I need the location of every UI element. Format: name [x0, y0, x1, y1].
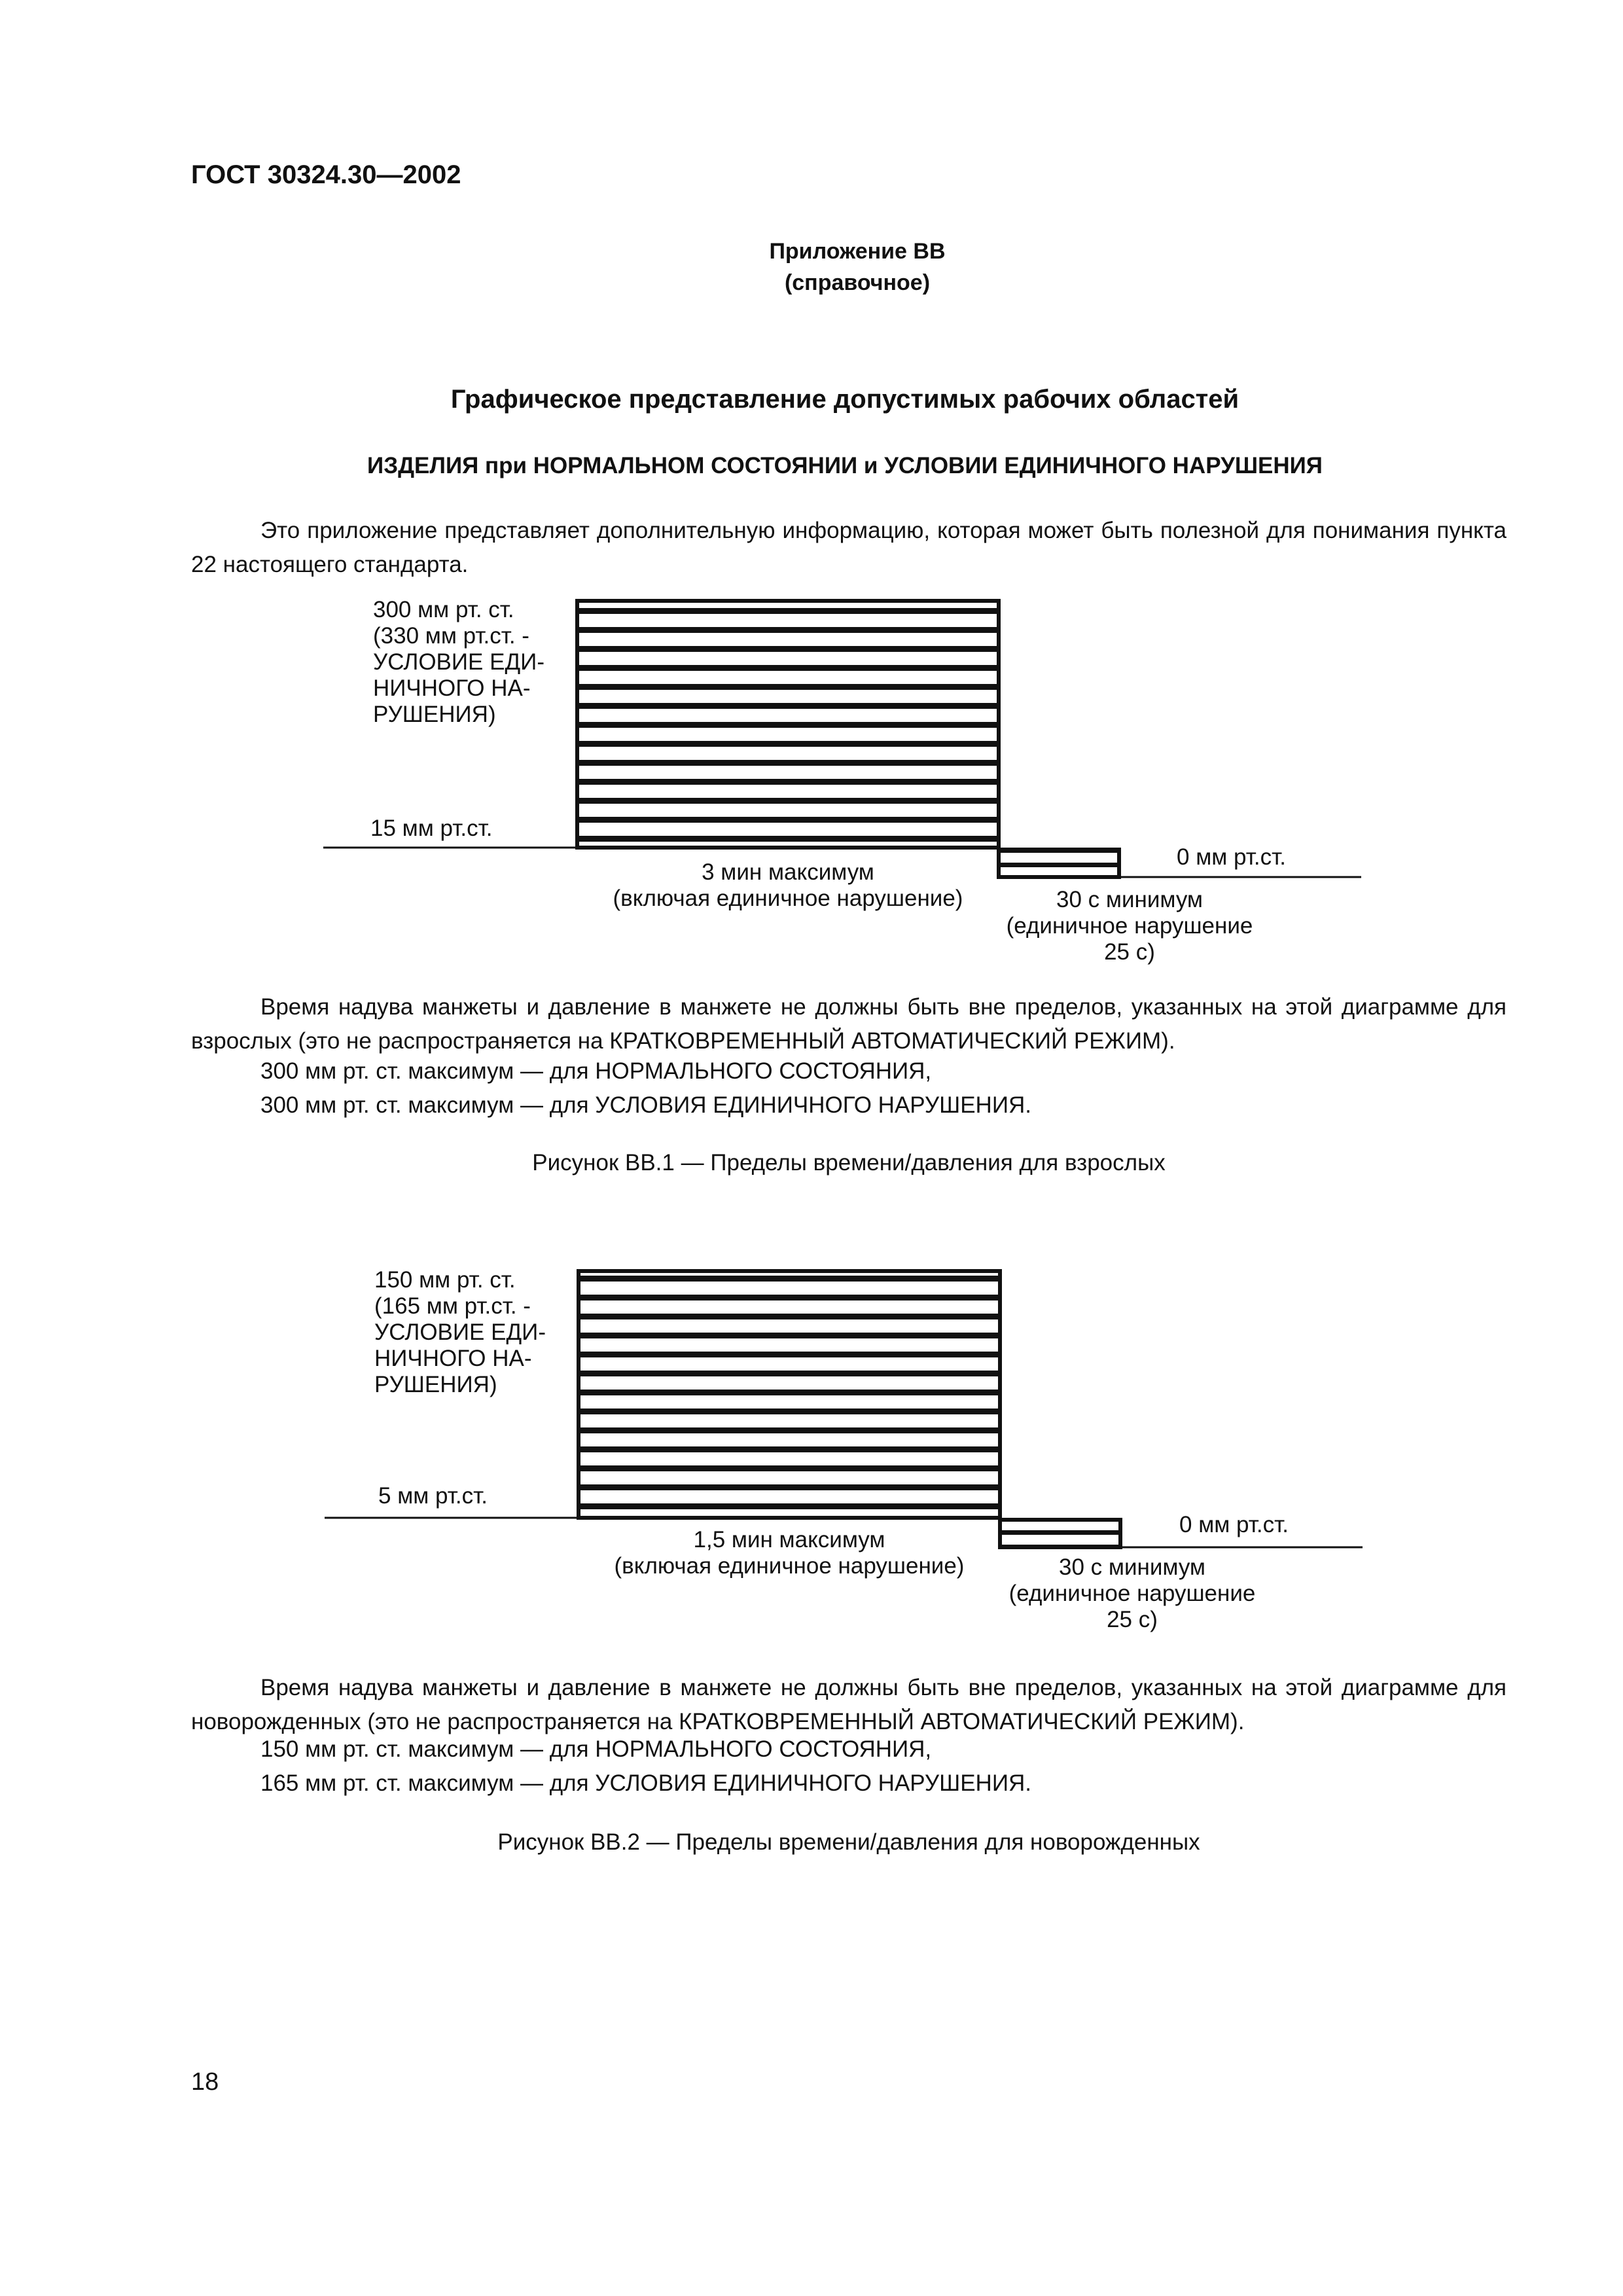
- page-number: 18: [191, 2068, 219, 2096]
- main-pressure-block: [579, 1271, 1000, 1518]
- appendix-label: Приложение ВВ: [769, 239, 946, 264]
- intro-text: Это приложение представляет дополнительную информацию, которая может быть полезной для понимания пункта 22 настоящего стандарта.: [191, 518, 1507, 577]
- intro-paragraph: [191, 514, 1507, 582]
- low-pressure-block: [999, 850, 1119, 877]
- fig2-line-fault: 165 мм рт. ст. максимум — для УСЛОВИЯ ЕДИНИЧНОГО НАРУШЕНИЯ.: [260, 1770, 1031, 1796]
- fig2-upper-label: 150 мм рт. ст. (165 мм рт.ст. - УСЛОВИЕ ЕДИ- НИЧНОГО НА- РУШЕНИЯ): [374, 1267, 546, 1397]
- appendix-title: [687, 236, 1027, 298]
- fig2-line-normal: 150 мм рт. ст. максимум — для НОРМАЛЬНОГО СОСТОЯНИЯ,: [260, 1736, 932, 1762]
- fig2-text: Время надува манжеты и давление в манжете не должны быть вне пределов, указанных на этой диаграмме для новорожденных (это не распространяется на КРАТКОВРЕМЕННЫЙ АВТОМАТИЧЕСКИЙ РЕЖИМ).: [191, 1675, 1507, 1734]
- main-pressure-block: [577, 601, 999, 848]
- figure-2-diagram: [0, 1257, 1623, 1649]
- fig1-line-normal: 300 мм рт. ст. максимум — для НОРМАЛЬНОГО СОСТОЯНИЯ,: [260, 1058, 932, 1084]
- fig1-caption: Рисунок ВВ.1 — Пределы времени/давления для взрослых: [532, 1150, 1166, 1175]
- low-pressure-block: [1000, 1520, 1120, 1547]
- fig2-lower-label: 5 мм рт.ст.: [378, 1483, 488, 1509]
- fig1-zero-label: 0 мм рт.ст.: [1177, 844, 1286, 870]
- appendix-type: (справочное): [784, 270, 931, 295]
- figure-1-diagram: [0, 589, 1623, 982]
- document-code: ГОСТ 30324.30—2002: [191, 160, 461, 189]
- fig2-caption: Рисунок ВВ.2 — Пределы времени/давления для новорожденных: [497, 1829, 1200, 1855]
- fig2-zero-label: 0 мм рт.ст.: [1179, 1512, 1289, 1537]
- fig2-paragraph: [191, 1671, 1507, 1739]
- section-subtitle: ИЗДЕЛИЯ при НОРМАЛЬНОМ СОСТОЯНИИ и УСЛОВИИ ЕДИНИЧНОГО НАРУШЕНИЯ: [367, 453, 1323, 478]
- fig1-line-fault: 300 мм рт. ст. максимум — для УСЛОВИЯ ЕДИНИЧНОГО НАРУШЕНИЯ.: [260, 1092, 1031, 1118]
- fig1-lower-label: 15 мм рт.ст.: [370, 816, 493, 841]
- fig2-minimum-label: 30 с минимум (единичное нарушение 25 с): [1008, 1554, 1256, 1632]
- fig1-duration-label: 3 мин максимум (включая единичное нарушение): [613, 859, 963, 911]
- fig1-text: Время надува манжеты и давление в манжете не должны быть вне пределов, указанных на этой диаграмме для взрослых (это не распространяется на КРАТКОВРЕМЕННЫЙ АВТОМАТИЧЕСКИЙ РЕЖИМ).: [191, 994, 1507, 1054]
- fig2-duration-label: 1,5 мин максимум (включая единичное нарушение): [614, 1527, 965, 1579]
- fig1-minimum-label: 30 с минимум (единичное нарушение 25 с): [1006, 887, 1253, 965]
- fig1-upper-label: 300 мм рт. ст. (330 мм рт.ст. - УСЛОВИЕ ЕДИ- НИЧНОГО НА- РУШЕНИЯ): [373, 597, 544, 727]
- fig1-paragraph: [191, 990, 1507, 1058]
- section-title: Графическое представление допустимых рабочих областей: [450, 385, 1240, 414]
